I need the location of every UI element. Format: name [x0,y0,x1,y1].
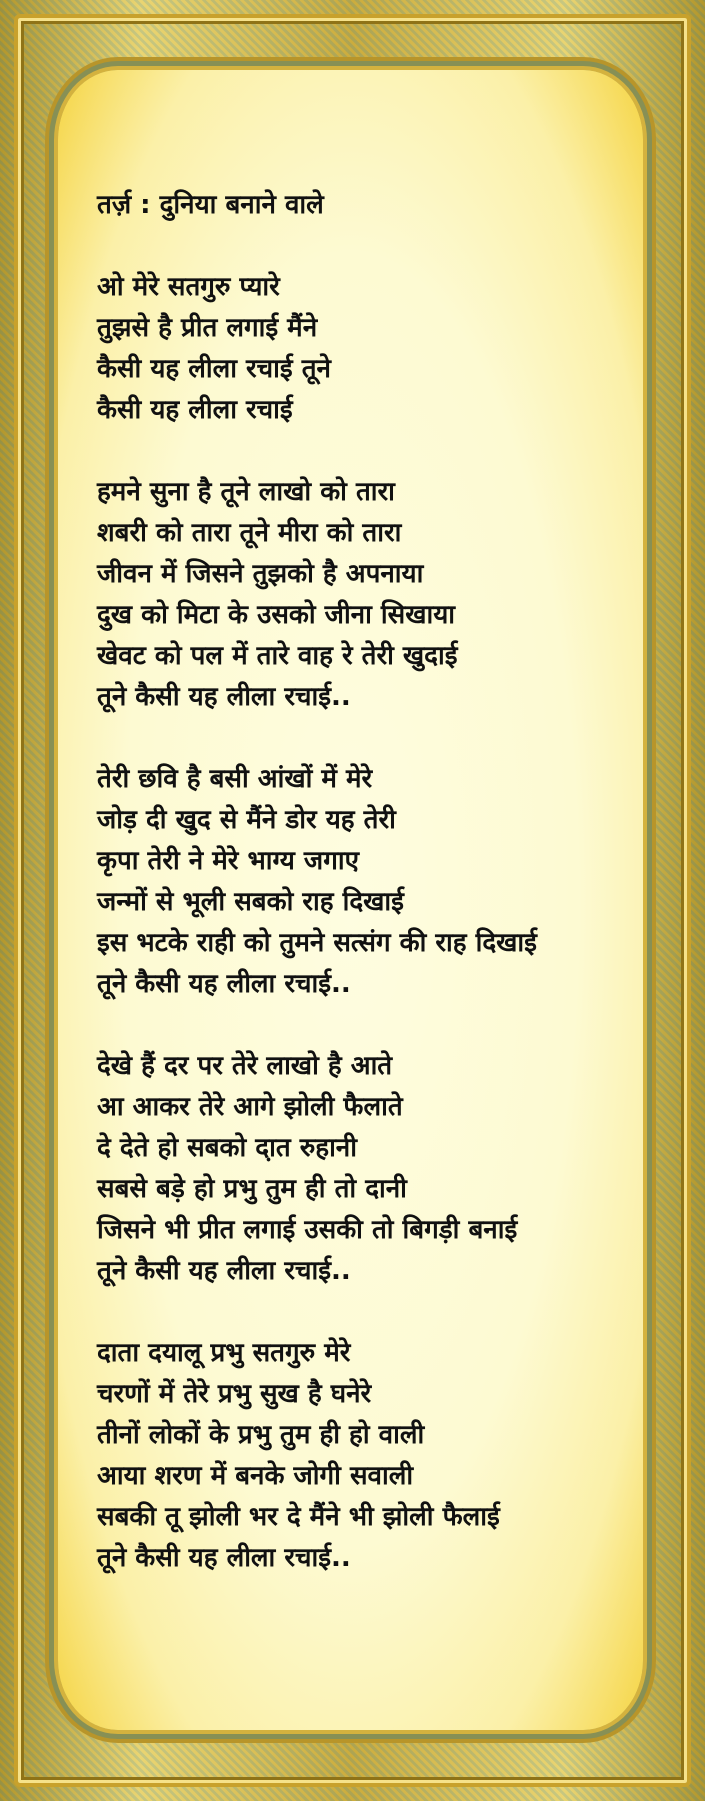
lyric-line: खेवट को पल में तारे वाह रे तेरी खुदाई [97,641,458,671]
lyrics-block [97,185,657,1579]
lyric-line: तीनों लोकों के प्रभु तुम ही हो वाली [97,1420,425,1450]
lyric-line: देखे हैं दर पर तेरे लाखो है आते [97,1051,393,1081]
blank-line [97,1292,657,1333]
blank-line [97,718,657,759]
lyric-line: ओ मेरे सतगुरु प्यारे [97,272,280,302]
lyric-line: जोड़ दी खुद से मैंने डोर यह तेरी [97,805,396,835]
lyric-line: कैसी यह लीला रचाई तूने [97,354,331,384]
lyric-line: तेरी छवि है बसी आंखों में मेरे [97,764,373,794]
lyric-line: दुख को मिटा के उसको जीना सिखाया [97,600,456,630]
lyric-line: तूने कैसी यह लीला रचाई.. [97,1543,351,1573]
lyric-line: आया शरण में बनके जोगी सवाली [97,1461,414,1491]
blank-line [97,431,657,472]
lyric-line: सबसे बड़े हो प्रभु तुम ही तो दानी [97,1174,407,1204]
lyric-line: आ आकर तेरे आगे झोली फैलाते [97,1092,403,1122]
lyric-line: तुझसे है प्रीत लगाई मैंने [97,313,318,343]
blank-line [97,1005,657,1046]
blank-line [97,226,657,267]
lyric-line: चरणों में तेरे प्रभु सुख है घनेरे [97,1379,372,1409]
tarz-line: तर्ज़ : दुनिया बनाने वाले [97,190,324,220]
lyric-line: जन्मों से भूली सबको राह दिखाई [97,887,404,917]
lyric-line: जिसने भी प्रीत लगाई उसकी तो बिगड़ी बनाई [97,1215,518,1245]
lyric-line: तूने कैसी यह लीला रचाई.. [97,1256,351,1286]
lyric-line: शबरी को तारा तूने मीरा को तारा [97,518,402,548]
lyric-line: कैसी यह लीला रचाई [97,395,293,425]
lyric-line: इस भटके राही को तुमने सत्संग की राह दिखाई [97,928,537,958]
lyric-line: सबकी तू झोली भर दे मैंने भी झोली फैलाई [97,1502,500,1532]
lyric-line: तूने कैसी यह लीला रचाई.. [97,682,351,712]
lyric-line: दे देते हो सबको दा़त रुहानी [97,1133,357,1163]
lyric-line: कृपा तेरी ने मेरे भाग्य जगाए [97,846,359,876]
lyric-line: हमने सुना है तूने लाखो को तारा [97,477,395,507]
lyric-line: दाता दयालू प्रभु सतगुरु मेरे [97,1338,351,1368]
lyric-line: तूने कैसी यह लीला रचाई.. [97,969,351,999]
lyric-line: जीवन में जिसने तुझको है अपनाया [97,559,424,589]
